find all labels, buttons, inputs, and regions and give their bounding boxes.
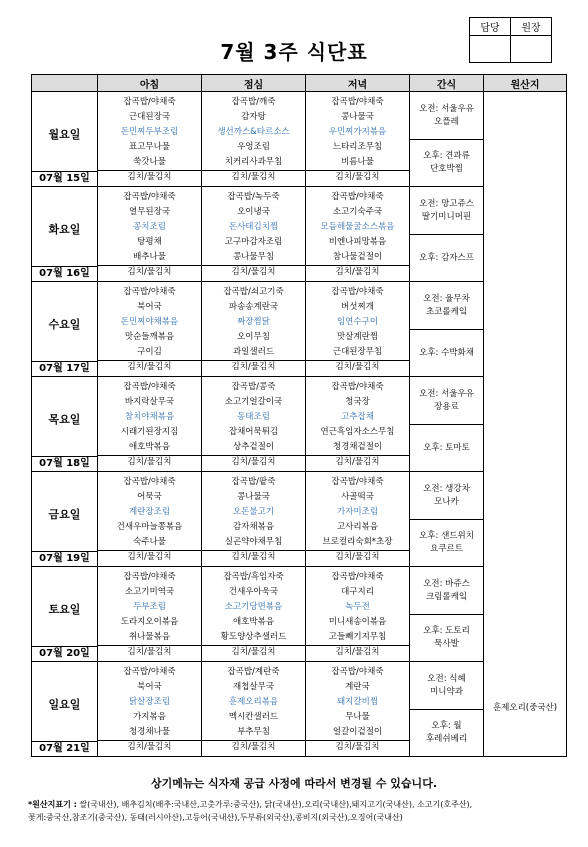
menu-item: 치커리사과무침 xyxy=(224,156,283,167)
day-date: 07월 16일 xyxy=(32,266,97,280)
snack-pm xyxy=(410,235,483,281)
menu-item: 잡곡밥/야채죽 xyxy=(123,666,176,677)
menu-item: 소고기미역국 xyxy=(124,586,175,597)
menu-item: 김치/물김치 xyxy=(202,455,305,469)
menu-item: 잡곡밥/야채죽 xyxy=(123,286,176,297)
menu-item: 감자채볶음 xyxy=(232,521,275,532)
menu-item: 잡곡밥/야채죽 xyxy=(331,381,384,392)
menu-item: 김치/물김치 xyxy=(306,455,409,469)
dinner-cell xyxy=(306,92,410,187)
menu-item: 북어국 xyxy=(137,301,162,312)
snack-line: 크림롤케잌 xyxy=(425,591,468,602)
day-row xyxy=(32,92,567,187)
menu-item: 동태조림 xyxy=(237,411,270,422)
snack-line: 오플레 xyxy=(434,116,459,127)
menu-item: 훈제오리볶음 xyxy=(228,696,279,707)
menu-item: 오이냉국 xyxy=(237,206,270,217)
breakfast-cell xyxy=(98,377,202,472)
menu-item: 임연수구이 xyxy=(336,316,379,327)
menu-item: 소고기당면볶음 xyxy=(224,601,283,612)
approval-box xyxy=(469,17,552,63)
menu-item: 애호박볶음 xyxy=(128,441,171,452)
menu-item: 취나물볶음 xyxy=(128,631,171,642)
menu-item: 짜장찜닭 xyxy=(237,316,270,327)
snack-cell xyxy=(410,662,484,757)
breakfast-cell xyxy=(98,472,202,567)
snack-line: 오후: 샌드위치 xyxy=(419,531,474,541)
menu-item: 콩나물무침 xyxy=(232,251,275,262)
menu-item: 오이무침 xyxy=(237,331,270,342)
menu-item: 잡곡밥/야채죽 xyxy=(123,381,176,392)
header-breakfast: 아침 xyxy=(98,75,202,92)
menu-item: 김치/물김치 xyxy=(98,645,201,659)
menu-item: 김치/물김치 xyxy=(202,740,305,754)
menu-item: 얼갈이겉절이 xyxy=(332,726,383,737)
snack-am xyxy=(410,377,483,425)
dinner-cell xyxy=(306,282,410,377)
menu-item: 생선까스&타르소스 xyxy=(217,126,290,137)
menu-item: 잡곡밥/야채죽 xyxy=(331,666,384,677)
breakfast-cell xyxy=(98,662,202,757)
menu-item: 돈민찌두부조림 xyxy=(120,126,179,137)
menu-item: 잡곡밥/야채죽 xyxy=(123,476,176,487)
day-cell xyxy=(32,662,98,757)
lunch-cell xyxy=(202,472,306,567)
menu-item: 참나물겉절이 xyxy=(332,251,383,262)
origin-footnote-line1: 쌀(국내산), 배추김치(배추:국내산,고춧가루:중국산), 닭(국내산),오리(국내산),돼지고기(국내산), 소고기(호주산), xyxy=(79,800,473,809)
menu-item: 청국장 xyxy=(345,396,370,407)
menu-item: 상추겉절이 xyxy=(232,441,275,452)
menu-item: 소고기숙주국 xyxy=(332,206,383,217)
menu-item: 가지볶음 xyxy=(133,711,166,722)
day-cell xyxy=(32,567,98,662)
menu-item: 잡곡밥/야채죽 xyxy=(123,96,176,107)
snack-cell xyxy=(410,282,484,377)
menu-item: 숙주나물 xyxy=(133,536,166,547)
page-title: 7월 3주 식단표 xyxy=(220,40,368,64)
snack-line: 모나카 xyxy=(434,496,459,507)
day-date: 07월 19일 xyxy=(32,551,97,565)
header-row xyxy=(32,75,567,92)
menu-item: 김치/물김치 xyxy=(98,170,201,184)
dinner-cell xyxy=(306,662,410,757)
menu-item: 닭살장조림 xyxy=(128,696,171,707)
snack-line: 오전: 율무차 xyxy=(423,293,470,304)
menu-item: 잡곡밥/야채죽 xyxy=(123,191,176,202)
menu-item: 청경채나물 xyxy=(128,726,171,737)
menu-item: 김치/물김치 xyxy=(98,360,201,374)
menu-item: 사골떡국 xyxy=(341,491,374,502)
approval-header-director: 원장 xyxy=(511,18,552,36)
snack-line: 묵사발 xyxy=(434,639,459,649)
snack-am xyxy=(410,282,483,330)
snack-am xyxy=(410,662,483,710)
menu-item: 부추무침 xyxy=(237,726,270,737)
menu-item: 비엔나피망볶음 xyxy=(328,236,387,247)
menu-item: 잡곡밥/쇠고기죽 xyxy=(223,286,284,297)
dinner-cell xyxy=(306,377,410,472)
breakfast-cell xyxy=(98,187,202,282)
lunch-cell xyxy=(202,282,306,377)
origin-cell xyxy=(484,92,567,757)
menu-item: 파송송계란국 xyxy=(228,301,279,312)
menu-item: 김치/물김치 xyxy=(202,265,305,279)
origin-footnote-line2: 꽃게:중국산,참조기(중국산), 동태(러시아산),고등어(국내산),두부류(외국산),콩비지(외국산),오징어(국내산) xyxy=(28,813,403,822)
menu-item: 구이김 xyxy=(137,346,162,357)
menu-item: 김치/물김치 xyxy=(202,360,305,374)
snack-line: 오후: 토마토 xyxy=(423,442,470,453)
menu-item: 잡곡밥/야채죽 xyxy=(331,191,384,202)
menu-item: 김치/물김치 xyxy=(98,455,201,469)
menu-item: 김치/물김치 xyxy=(98,740,201,754)
menu-item: 김치/물김치 xyxy=(306,550,409,564)
day-name: 금요일 xyxy=(48,508,81,521)
menu-item: 김치/물김치 xyxy=(98,550,201,564)
menu-item: 김치/물김치 xyxy=(306,360,409,374)
menu-item: 잡곡밥/팥죽 xyxy=(231,476,276,487)
menu-item: 잡곡밥/콩죽 xyxy=(231,381,276,392)
approval-header-staff: 담당 xyxy=(470,18,511,36)
snack-line: 오전: 식혜 xyxy=(427,673,466,684)
menu-item: 도라지오이볶음 xyxy=(120,616,179,627)
day-date: 07월 15일 xyxy=(32,171,97,185)
header-lunch: 점심 xyxy=(202,75,306,92)
day-cell xyxy=(32,472,98,567)
origin-text: 훈제오리(중국산) xyxy=(492,703,558,713)
snack-line: 오전: 서울우유 xyxy=(419,388,474,399)
lunch-cell xyxy=(202,92,306,187)
snack-line: 오후: 수박화채 xyxy=(419,347,474,358)
snack-cell xyxy=(410,567,484,662)
menu-item: 잡곡밥/야채죽 xyxy=(331,96,384,107)
menu-item: 바지락살무국 xyxy=(124,396,175,407)
menu-item: 브로컬리숙회*초장 xyxy=(322,536,393,547)
menu-item: 잡곡밥/깨죽 xyxy=(231,96,276,107)
menu-item: 맛순들깨볶음 xyxy=(124,331,175,342)
day-name: 목요일 xyxy=(48,413,81,426)
snack-cell xyxy=(410,187,484,282)
menu-item: 돈사태김치찜 xyxy=(228,221,279,232)
menu-item: 실곤약야채무침 xyxy=(224,536,283,547)
menu-item: 콩나물국 xyxy=(341,111,374,122)
menu-item: 가자미조림 xyxy=(336,506,379,517)
snack-line: 오전: 서울우유 xyxy=(419,103,474,114)
menu-item: 잡곡밥/야채죽 xyxy=(331,571,384,582)
breakfast-cell xyxy=(98,567,202,662)
snack-am xyxy=(410,567,483,615)
menu-item: 북어국 xyxy=(137,681,162,692)
day-date: 07월 17일 xyxy=(32,361,97,375)
breakfast-cell xyxy=(98,92,202,187)
menu-item: 모듬해물굴소스볶음 xyxy=(320,221,395,232)
menu-item: 꽁치조림 xyxy=(133,221,166,232)
menu-item: 잡채어묵튀김 xyxy=(228,426,279,437)
menu-item: 미니새송이볶음 xyxy=(328,616,387,627)
snack-pm xyxy=(410,710,483,756)
menu-item: 오돈불고기 xyxy=(232,506,275,517)
snack-am xyxy=(410,92,483,140)
header-origin: 원산지 xyxy=(484,75,567,92)
menu-item: 소고기얼갈이국 xyxy=(224,396,283,407)
day-date: 07월 20일 xyxy=(32,646,97,660)
menu-item: 고구마감자조림 xyxy=(224,236,283,247)
menu-item: 잡곡밥/야채죽 xyxy=(331,476,384,487)
menu-item: 황도양상추샐러드 xyxy=(220,631,287,642)
snack-pm xyxy=(410,615,483,661)
menu-item: 계란국 xyxy=(345,681,370,692)
lunch-cell xyxy=(202,377,306,472)
menu-item: 건새우아욱국 xyxy=(228,586,279,597)
lunch-cell xyxy=(202,662,306,757)
menu-item: 시래기된장지짐 xyxy=(120,426,179,437)
breakfast-cell xyxy=(98,282,202,377)
menu-item: 대구지리 xyxy=(341,586,374,597)
menu-item: 맛살계란찜 xyxy=(336,331,379,342)
snack-line: 딸기미니머핀 xyxy=(421,211,472,222)
menu-item: 비름나물 xyxy=(341,156,374,167)
day-cell xyxy=(32,282,98,377)
origin-footnote-label: *원산지표기 : xyxy=(28,800,77,809)
menu-item: 돈민찌야채볶음 xyxy=(120,316,179,327)
menu-item: 버섯찌개 xyxy=(341,301,374,312)
menu-item: 돼지갈비찜 xyxy=(336,696,379,707)
menu-item: 잡곡밥/흑임자죽 xyxy=(223,571,284,582)
menu-item: 재첩살무국 xyxy=(232,681,275,692)
notice-text: 상기메뉴는 식자재 공급 사정에 따라서 변경될 수 있습니다. xyxy=(150,777,437,790)
menu-item: 김치/물김치 xyxy=(306,170,409,184)
menu-item: 녹두전 xyxy=(345,601,370,612)
menu-item: 잡곡밥/계란죽 xyxy=(227,666,280,677)
snack-pm xyxy=(410,520,483,566)
menu-item: 근대된장무침 xyxy=(332,346,383,357)
menu-item: 김치/물김치 xyxy=(202,550,305,564)
menu-item: 느타리조무침 xyxy=(332,141,383,152)
header-day xyxy=(32,75,98,92)
menu-item: 우민찌가지볶음 xyxy=(328,126,387,137)
menu-item: 계란장조림 xyxy=(128,506,171,517)
menu-item: 김치/물김치 xyxy=(98,265,201,279)
snack-pm xyxy=(410,330,483,376)
snack-am xyxy=(410,187,483,235)
menu-item: 탕평채 xyxy=(137,236,162,247)
menu-item: 잡곡밥/녹두죽 xyxy=(227,191,280,202)
day-date: 07월 21일 xyxy=(32,741,97,755)
dinner-cell xyxy=(306,187,410,282)
origin-footnote xyxy=(28,798,573,824)
menu-item: 잡곡밥/야채죽 xyxy=(123,571,176,582)
snack-line: 오후: 견과류 xyxy=(423,151,470,161)
snack-am xyxy=(410,472,483,520)
dinner-cell xyxy=(306,472,410,567)
snack-line: 오전: 생강차 xyxy=(423,483,470,494)
snack-line: 후레쉬베리 xyxy=(425,734,468,744)
menu-item: 어묵국 xyxy=(137,491,162,502)
snack-line: 미니약과 xyxy=(430,686,463,697)
snack-line: 장용료 xyxy=(434,401,459,412)
menu-item: 콩나물국 xyxy=(237,491,270,502)
lunch-cell xyxy=(202,187,306,282)
day-name: 수요일 xyxy=(48,318,81,331)
menu-item: 참치야채볶음 xyxy=(124,411,175,422)
menu-item: 과일샐러드 xyxy=(232,346,275,357)
menu-item: 우엉조림 xyxy=(237,141,270,152)
menu-item: 잡곡밥/야채죽 xyxy=(331,286,384,297)
menu-item: 근대된장국 xyxy=(128,111,171,122)
menu-item: 감자탕 xyxy=(241,111,266,122)
header-snack: 간식 xyxy=(410,75,484,92)
menu-item: 건새우마늘쫑볶음 xyxy=(116,521,183,532)
menu-item: 김치/물김치 xyxy=(202,170,305,184)
snack-line: 오후: 감자스프 xyxy=(419,252,474,263)
snack-pm xyxy=(410,425,483,471)
snack-cell xyxy=(410,472,484,567)
menu-item: 두부조림 xyxy=(133,601,166,612)
menu-item: 연근흑임자소스무침 xyxy=(320,426,395,437)
menu-item: 고추잡채 xyxy=(341,411,374,422)
snack-line: 초코롤케잌 xyxy=(425,306,468,317)
menu-item: 무나물 xyxy=(345,711,370,722)
menu-item: 열무된장국 xyxy=(128,206,171,217)
day-cell xyxy=(32,92,98,187)
header-dinner: 저녁 xyxy=(306,75,410,92)
menu-item: 멕시칸샐러드 xyxy=(228,711,279,722)
day-cell xyxy=(32,377,98,472)
menu-item: 김치/물김치 xyxy=(306,645,409,659)
day-date: 07월 18일 xyxy=(32,456,97,470)
snack-line: 오후: 도토리 xyxy=(423,626,470,636)
snack-cell xyxy=(410,92,484,187)
menu-item: 김치/물김치 xyxy=(306,265,409,279)
dinner-cell xyxy=(306,567,410,662)
day-cell xyxy=(32,187,98,282)
menu-item: 고들빼기지무침 xyxy=(328,631,387,642)
lunch-cell xyxy=(202,567,306,662)
menu-item: 쑥갓나물 xyxy=(133,156,166,167)
menu-item: 김치/물김치 xyxy=(202,645,305,659)
menu-item: 고사리볶음 xyxy=(336,521,379,532)
menu-item: 배추나물 xyxy=(133,251,166,262)
snack-pm xyxy=(410,140,483,186)
day-name: 화요일 xyxy=(48,223,81,236)
snack-cell xyxy=(410,377,484,472)
menu-item: 표고무나물 xyxy=(128,141,171,152)
menu-item: 김치/물김치 xyxy=(306,740,409,754)
day-name: 월요일 xyxy=(48,128,81,141)
approval-sign-director[interactable] xyxy=(511,36,552,63)
menu-item: 애호박볶음 xyxy=(232,616,275,627)
snack-line: 오후: 월 xyxy=(431,721,462,731)
day-name: 토요일 xyxy=(48,603,81,616)
menu-table xyxy=(31,74,567,757)
menu-item: 청경채겉절이 xyxy=(332,441,383,452)
approval-sign-staff[interactable] xyxy=(470,36,511,63)
snack-line: 요쿠르트 xyxy=(430,544,463,554)
snack-line: 오전: 망고쥬스 xyxy=(419,198,474,209)
day-name: 일요일 xyxy=(48,698,81,711)
snack-line: 단호박찜 xyxy=(430,164,463,174)
snack-line: 오전: 바쥬스 xyxy=(423,578,470,589)
